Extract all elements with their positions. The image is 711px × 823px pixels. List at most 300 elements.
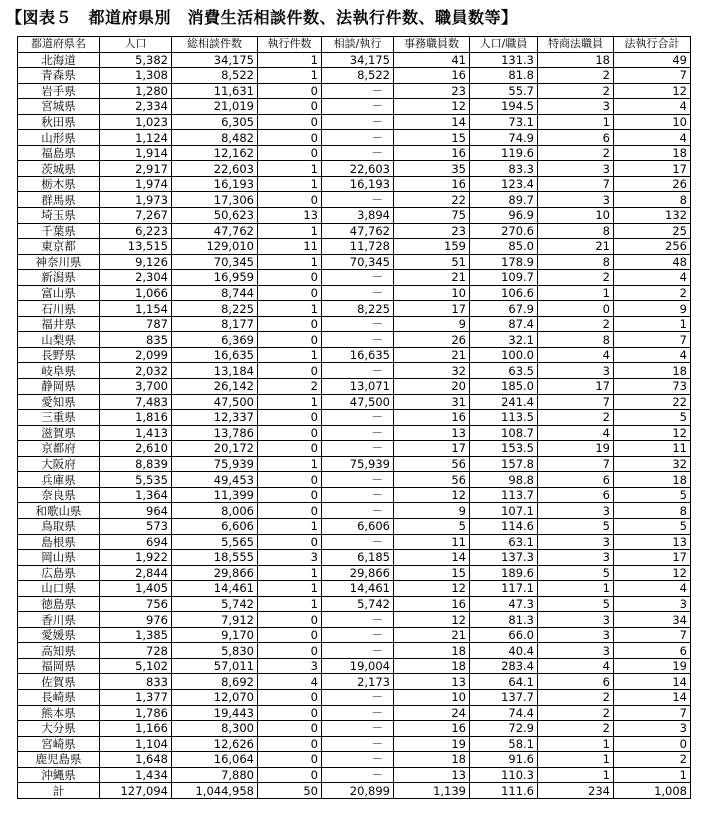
value-cell: 98.8 (470, 472, 538, 488)
value-cell: 87.4 (470, 316, 538, 332)
prefecture-name-cell: 計 (18, 783, 100, 799)
value-cell: 1 (258, 456, 322, 472)
value-cell: 16 (394, 68, 470, 84)
value-cell: 64.1 (470, 674, 538, 690)
value-cell: － (322, 721, 394, 737)
value-cell: 0 (258, 192, 322, 208)
value-cell: 21 (538, 239, 614, 255)
value-cell: 16,959 (172, 270, 258, 286)
value-cell: 18 (394, 643, 470, 659)
value-cell: 14,461 (172, 581, 258, 597)
value-cell: 1 (538, 581, 614, 597)
table-row (18, 145, 691, 161)
value-cell: 3 (538, 192, 614, 208)
table-row (18, 581, 691, 597)
value-cell: 694 (100, 534, 172, 550)
value-cell: 16,193 (172, 176, 258, 192)
value-cell: 31 (394, 394, 470, 410)
value-cell: 1,166 (100, 721, 172, 737)
value-cell: 2 (614, 752, 691, 768)
column-header: 相談/執行 (322, 37, 394, 53)
value-cell: 0 (614, 736, 691, 752)
value-cell: 34 (614, 612, 691, 628)
value-cell: 56 (394, 456, 470, 472)
table-row (18, 627, 691, 643)
value-cell: 5,102 (100, 658, 172, 674)
value-cell: 1,308 (100, 68, 172, 84)
value-cell: 0 (258, 83, 322, 99)
column-header: 事務職員数 (394, 37, 470, 53)
value-cell: 0 (258, 721, 322, 737)
value-cell: 6,369 (172, 332, 258, 348)
value-cell: 1,413 (100, 425, 172, 441)
value-cell: 8,300 (172, 721, 258, 737)
value-cell: 20,172 (172, 441, 258, 457)
table-row (18, 270, 691, 286)
value-cell: 0 (258, 736, 322, 752)
value-cell: 14 (394, 114, 470, 130)
value-cell: 1 (538, 736, 614, 752)
value-cell: 0 (258, 410, 322, 426)
value-cell: 40.4 (470, 643, 538, 659)
value-cell: 15 (394, 130, 470, 146)
value-cell: 3 (614, 721, 691, 737)
value-cell: 8,839 (100, 456, 172, 472)
value-cell: 70,345 (172, 254, 258, 270)
value-cell: 16 (394, 596, 470, 612)
value-cell: 256 (614, 239, 691, 255)
value-cell: 74.9 (470, 130, 538, 146)
value-cell: 2,610 (100, 441, 172, 457)
value-cell: 2,032 (100, 363, 172, 379)
value-cell: 127,094 (100, 783, 172, 799)
value-cell: 91.6 (470, 752, 538, 768)
value-cell: 2 (538, 721, 614, 737)
value-cell: 19,443 (172, 705, 258, 721)
value-cell: 18 (394, 752, 470, 768)
value-cell: 2 (538, 689, 614, 705)
prefecture-name-cell: 石川県 (18, 301, 100, 317)
value-cell: 0 (258, 145, 322, 161)
value-cell: 14,461 (322, 581, 394, 597)
value-cell: 3,700 (100, 379, 172, 395)
value-cell: 109.7 (470, 270, 538, 286)
value-cell: 23 (394, 223, 470, 239)
value-cell: 4 (614, 99, 691, 115)
value-cell: 73.1 (470, 114, 538, 130)
value-cell: 1,974 (100, 176, 172, 192)
value-cell: 32.1 (470, 332, 538, 348)
value-cell: 3 (538, 612, 614, 628)
value-cell: 976 (100, 612, 172, 628)
value-cell: 111.6 (470, 783, 538, 799)
value-cell: 185.0 (470, 379, 538, 395)
table-row (18, 332, 691, 348)
prefecture-name-cell: 静岡県 (18, 379, 100, 395)
value-cell: 1 (258, 254, 322, 270)
value-cell: 18 (538, 52, 614, 68)
value-cell: 1 (258, 176, 322, 192)
value-cell: 107.1 (470, 503, 538, 519)
value-cell: 3 (538, 503, 614, 519)
value-cell: 12,337 (172, 410, 258, 426)
value-cell: 1,023 (100, 114, 172, 130)
column-header: 特商法職員 (538, 37, 614, 53)
value-cell: 5 (538, 596, 614, 612)
value-cell: 1 (258, 301, 322, 317)
value-cell: 3 (538, 550, 614, 566)
value-cell: 11 (614, 441, 691, 457)
value-cell: 1 (538, 752, 614, 768)
value-cell: 1 (258, 565, 322, 581)
value-cell: 7 (614, 627, 691, 643)
value-cell: 2 (538, 316, 614, 332)
value-cell: 9,126 (100, 254, 172, 270)
prefecture-name-cell: 茨城県 (18, 161, 100, 177)
value-cell: 0 (258, 643, 322, 659)
value-cell: 1 (614, 316, 691, 332)
value-cell: 3 (538, 534, 614, 550)
prefecture-name-cell: 青森県 (18, 68, 100, 84)
value-cell: 13 (394, 425, 470, 441)
value-cell: 1,364 (100, 487, 172, 503)
table-row (18, 316, 691, 332)
value-cell: 81.3 (470, 612, 538, 628)
value-cell: 21,019 (172, 99, 258, 115)
value-cell: 1,922 (100, 550, 172, 566)
value-cell: 5,742 (172, 596, 258, 612)
prefecture-name-cell: 岡山県 (18, 550, 100, 566)
value-cell: 14 (614, 689, 691, 705)
table-row (18, 52, 691, 68)
value-cell: 12,070 (172, 689, 258, 705)
value-cell: 3 (538, 363, 614, 379)
table-header-row (18, 37, 691, 53)
prefecture-name-cell: 京都府 (18, 441, 100, 457)
value-cell: 26,142 (172, 379, 258, 395)
prefecture-name-cell: 和歌山県 (18, 503, 100, 519)
value-cell: 13,184 (172, 363, 258, 379)
value-cell: 1 (538, 114, 614, 130)
value-cell: 2,099 (100, 347, 172, 363)
value-cell: 35 (394, 161, 470, 177)
value-cell: 0 (258, 130, 322, 146)
value-cell: 0 (258, 612, 322, 628)
table-row (18, 518, 691, 534)
value-cell: 7,880 (172, 767, 258, 783)
prefecture-name-cell: 北海道 (18, 52, 100, 68)
value-cell: 119.6 (470, 145, 538, 161)
value-cell: 1 (258, 596, 322, 612)
value-cell: 18 (614, 363, 691, 379)
prefecture-name-cell: 山梨県 (18, 332, 100, 348)
value-cell: 83.3 (470, 161, 538, 177)
value-cell: 12 (394, 99, 470, 115)
value-cell: 1,280 (100, 83, 172, 99)
value-cell: 18 (394, 658, 470, 674)
value-cell: 2,844 (100, 565, 172, 581)
table-row (18, 736, 691, 752)
value-cell: 9 (614, 301, 691, 317)
value-cell: 3 (538, 627, 614, 643)
value-cell: 18 (614, 472, 691, 488)
value-cell: 16,635 (172, 347, 258, 363)
value-cell: 4 (538, 658, 614, 674)
value-cell: 85.0 (470, 239, 538, 255)
value-cell: 13,515 (100, 239, 172, 255)
prefecture-name-cell: 鳥取県 (18, 518, 100, 534)
table-row (18, 534, 691, 550)
value-cell: 0 (258, 503, 322, 519)
value-cell: 4 (538, 347, 614, 363)
value-cell: － (322, 83, 394, 99)
value-cell: 19 (538, 441, 614, 457)
value-cell: 47,500 (172, 394, 258, 410)
value-cell: 6 (538, 674, 614, 690)
value-cell: 728 (100, 643, 172, 659)
table-row (18, 503, 691, 519)
value-cell: 32 (394, 363, 470, 379)
value-cell: 5,742 (322, 596, 394, 612)
value-cell: 21 (394, 347, 470, 363)
value-cell: 13 (258, 208, 322, 224)
value-cell: 12 (394, 612, 470, 628)
value-cell: － (322, 643, 394, 659)
value-cell: 10 (538, 208, 614, 224)
value-cell: － (322, 736, 394, 752)
value-cell: 1 (258, 52, 322, 68)
value-cell: － (322, 487, 394, 503)
value-cell: 66.0 (470, 627, 538, 643)
value-cell: 20,899 (322, 783, 394, 799)
table-row (18, 456, 691, 472)
table-row (18, 596, 691, 612)
value-cell: － (322, 130, 394, 146)
value-cell: 50 (258, 783, 322, 799)
prefecture-name-cell: 愛知県 (18, 394, 100, 410)
table-row (18, 192, 691, 208)
table-row (18, 472, 691, 488)
value-cell: 8,692 (172, 674, 258, 690)
value-cell: 2 (538, 68, 614, 84)
column-header: 人口 (100, 37, 172, 53)
value-cell: 1,104 (100, 736, 172, 752)
value-cell: － (322, 441, 394, 457)
prefecture-name-cell: 高知県 (18, 643, 100, 659)
column-header: 総相談件数 (172, 37, 258, 53)
value-cell: 21 (394, 270, 470, 286)
value-cell: 72.9 (470, 721, 538, 737)
value-cell: 1,816 (100, 410, 172, 426)
value-cell: 17 (394, 441, 470, 457)
table-row (18, 550, 691, 566)
value-cell: － (322, 627, 394, 643)
prefecture-name-cell: 山形県 (18, 130, 100, 146)
value-cell: 34,175 (172, 52, 258, 68)
value-cell: 5 (614, 518, 691, 534)
value-cell: 0 (258, 270, 322, 286)
value-cell: － (322, 612, 394, 628)
prefecture-name-cell: 沖縄県 (18, 767, 100, 783)
prefecture-name-cell: 滋賀県 (18, 425, 100, 441)
table-row (18, 425, 691, 441)
value-cell: 17 (538, 379, 614, 395)
value-cell: 0 (258, 534, 322, 550)
value-cell: 48 (614, 254, 691, 270)
prefecture-name-cell: 富山県 (18, 285, 100, 301)
prefecture-name-cell: 佐賀県 (18, 674, 100, 690)
value-cell: 0 (258, 332, 322, 348)
table-row (18, 410, 691, 426)
value-cell: － (322, 410, 394, 426)
prefecture-name-cell: 福島県 (18, 145, 100, 161)
prefecture-name-cell: 群馬県 (18, 192, 100, 208)
value-cell: 7 (538, 456, 614, 472)
value-cell: 74.4 (470, 705, 538, 721)
value-cell: 7 (538, 394, 614, 410)
value-cell: 13,071 (322, 379, 394, 395)
value-cell: 47.3 (470, 596, 538, 612)
value-cell: 131.3 (470, 52, 538, 68)
value-cell: 2 (538, 145, 614, 161)
value-cell: 75,939 (172, 456, 258, 472)
prefecture-name-cell: 山口県 (18, 581, 100, 597)
value-cell: 153.5 (470, 441, 538, 457)
value-cell: 0 (258, 689, 322, 705)
value-cell: 1 (258, 394, 322, 410)
value-cell: 29,866 (172, 565, 258, 581)
table-row (18, 379, 691, 395)
table-row (18, 176, 691, 192)
table-row (18, 643, 691, 659)
value-cell: 22 (394, 192, 470, 208)
value-cell: 2 (258, 379, 322, 395)
value-cell: 9 (394, 316, 470, 332)
value-cell: 13 (394, 674, 470, 690)
prefecture-name-cell: 埼玉県 (18, 208, 100, 224)
table-row (18, 130, 691, 146)
value-cell: 8 (538, 254, 614, 270)
value-cell: 234 (538, 783, 614, 799)
value-cell: 1,044,958 (172, 783, 258, 799)
value-cell: 117.1 (470, 581, 538, 597)
value-cell: 241.4 (470, 394, 538, 410)
column-header: 都道府県名 (18, 37, 100, 53)
prefecture-name-cell: 栃木県 (18, 176, 100, 192)
table-row (18, 767, 691, 783)
table-row (18, 705, 691, 721)
value-cell: 1 (538, 285, 614, 301)
table-row (18, 223, 691, 239)
prefecture-name-cell: 福井県 (18, 316, 100, 332)
value-cell: 14 (394, 550, 470, 566)
value-cell: 19 (614, 658, 691, 674)
value-cell: 15 (394, 565, 470, 581)
value-cell: － (322, 767, 394, 783)
value-cell: 787 (100, 316, 172, 332)
value-cell: 22,603 (172, 161, 258, 177)
value-cell: 1 (258, 347, 322, 363)
prefecture-name-cell: 長野県 (18, 347, 100, 363)
value-cell: 1 (258, 68, 322, 84)
value-cell: 0 (258, 363, 322, 379)
value-cell: 0 (258, 114, 322, 130)
value-cell: 11 (394, 534, 470, 550)
value-cell: 8,225 (322, 301, 394, 317)
prefecture-name-cell: 千葉県 (18, 223, 100, 239)
value-cell: 7 (614, 68, 691, 84)
value-cell: － (322, 114, 394, 130)
value-cell: 5 (614, 410, 691, 426)
table-row (18, 161, 691, 177)
prefecture-name-cell: 東京都 (18, 239, 100, 255)
value-cell: 13 (614, 534, 691, 550)
value-cell: 4 (614, 270, 691, 286)
value-cell: 0 (258, 472, 322, 488)
value-cell: 12 (614, 565, 691, 581)
value-cell: 1,124 (100, 130, 172, 146)
value-cell: 12 (614, 83, 691, 99)
value-cell: 2,917 (100, 161, 172, 177)
value-cell: 3 (258, 550, 322, 566)
value-cell: 1 (258, 518, 322, 534)
value-cell: 100.0 (470, 347, 538, 363)
value-cell: 10 (394, 285, 470, 301)
prefecture-name-cell: 新潟県 (18, 270, 100, 286)
value-cell: － (322, 332, 394, 348)
value-cell: 270.6 (470, 223, 538, 239)
value-cell: 8,225 (172, 301, 258, 317)
value-cell: 16 (394, 721, 470, 737)
value-cell: － (322, 503, 394, 519)
value-cell: 70,345 (322, 254, 394, 270)
prefecture-name-cell: 岐阜県 (18, 363, 100, 379)
value-cell: － (322, 316, 394, 332)
value-cell: 22 (614, 394, 691, 410)
value-cell: 2,304 (100, 270, 172, 286)
value-cell: 22,603 (322, 161, 394, 177)
value-cell: 5 (538, 565, 614, 581)
value-cell: － (322, 472, 394, 488)
value-cell: 67.9 (470, 301, 538, 317)
value-cell: － (322, 99, 394, 115)
value-cell: 283.4 (470, 658, 538, 674)
total-row (18, 783, 691, 799)
value-cell: 5,382 (100, 52, 172, 68)
value-cell: 0 (258, 767, 322, 783)
value-cell: － (322, 705, 394, 721)
value-cell: 137.7 (470, 689, 538, 705)
column-header: 法執行合計 (614, 37, 691, 53)
value-cell: 6 (538, 472, 614, 488)
value-cell: 14 (614, 674, 691, 690)
table-row (18, 752, 691, 768)
value-cell: 1 (258, 581, 322, 597)
value-cell: 18,555 (172, 550, 258, 566)
value-cell: 4 (258, 674, 322, 690)
value-cell: 18 (614, 145, 691, 161)
value-cell: 56 (394, 472, 470, 488)
value-cell: 6,185 (322, 550, 394, 566)
value-cell: － (322, 534, 394, 550)
value-cell: 1,385 (100, 627, 172, 643)
value-cell: 833 (100, 674, 172, 690)
table-row (18, 612, 691, 628)
prefecture-name-cell: 宮城県 (18, 99, 100, 115)
value-cell: 8 (538, 223, 614, 239)
table-row (18, 658, 691, 674)
value-cell: 20 (394, 379, 470, 395)
